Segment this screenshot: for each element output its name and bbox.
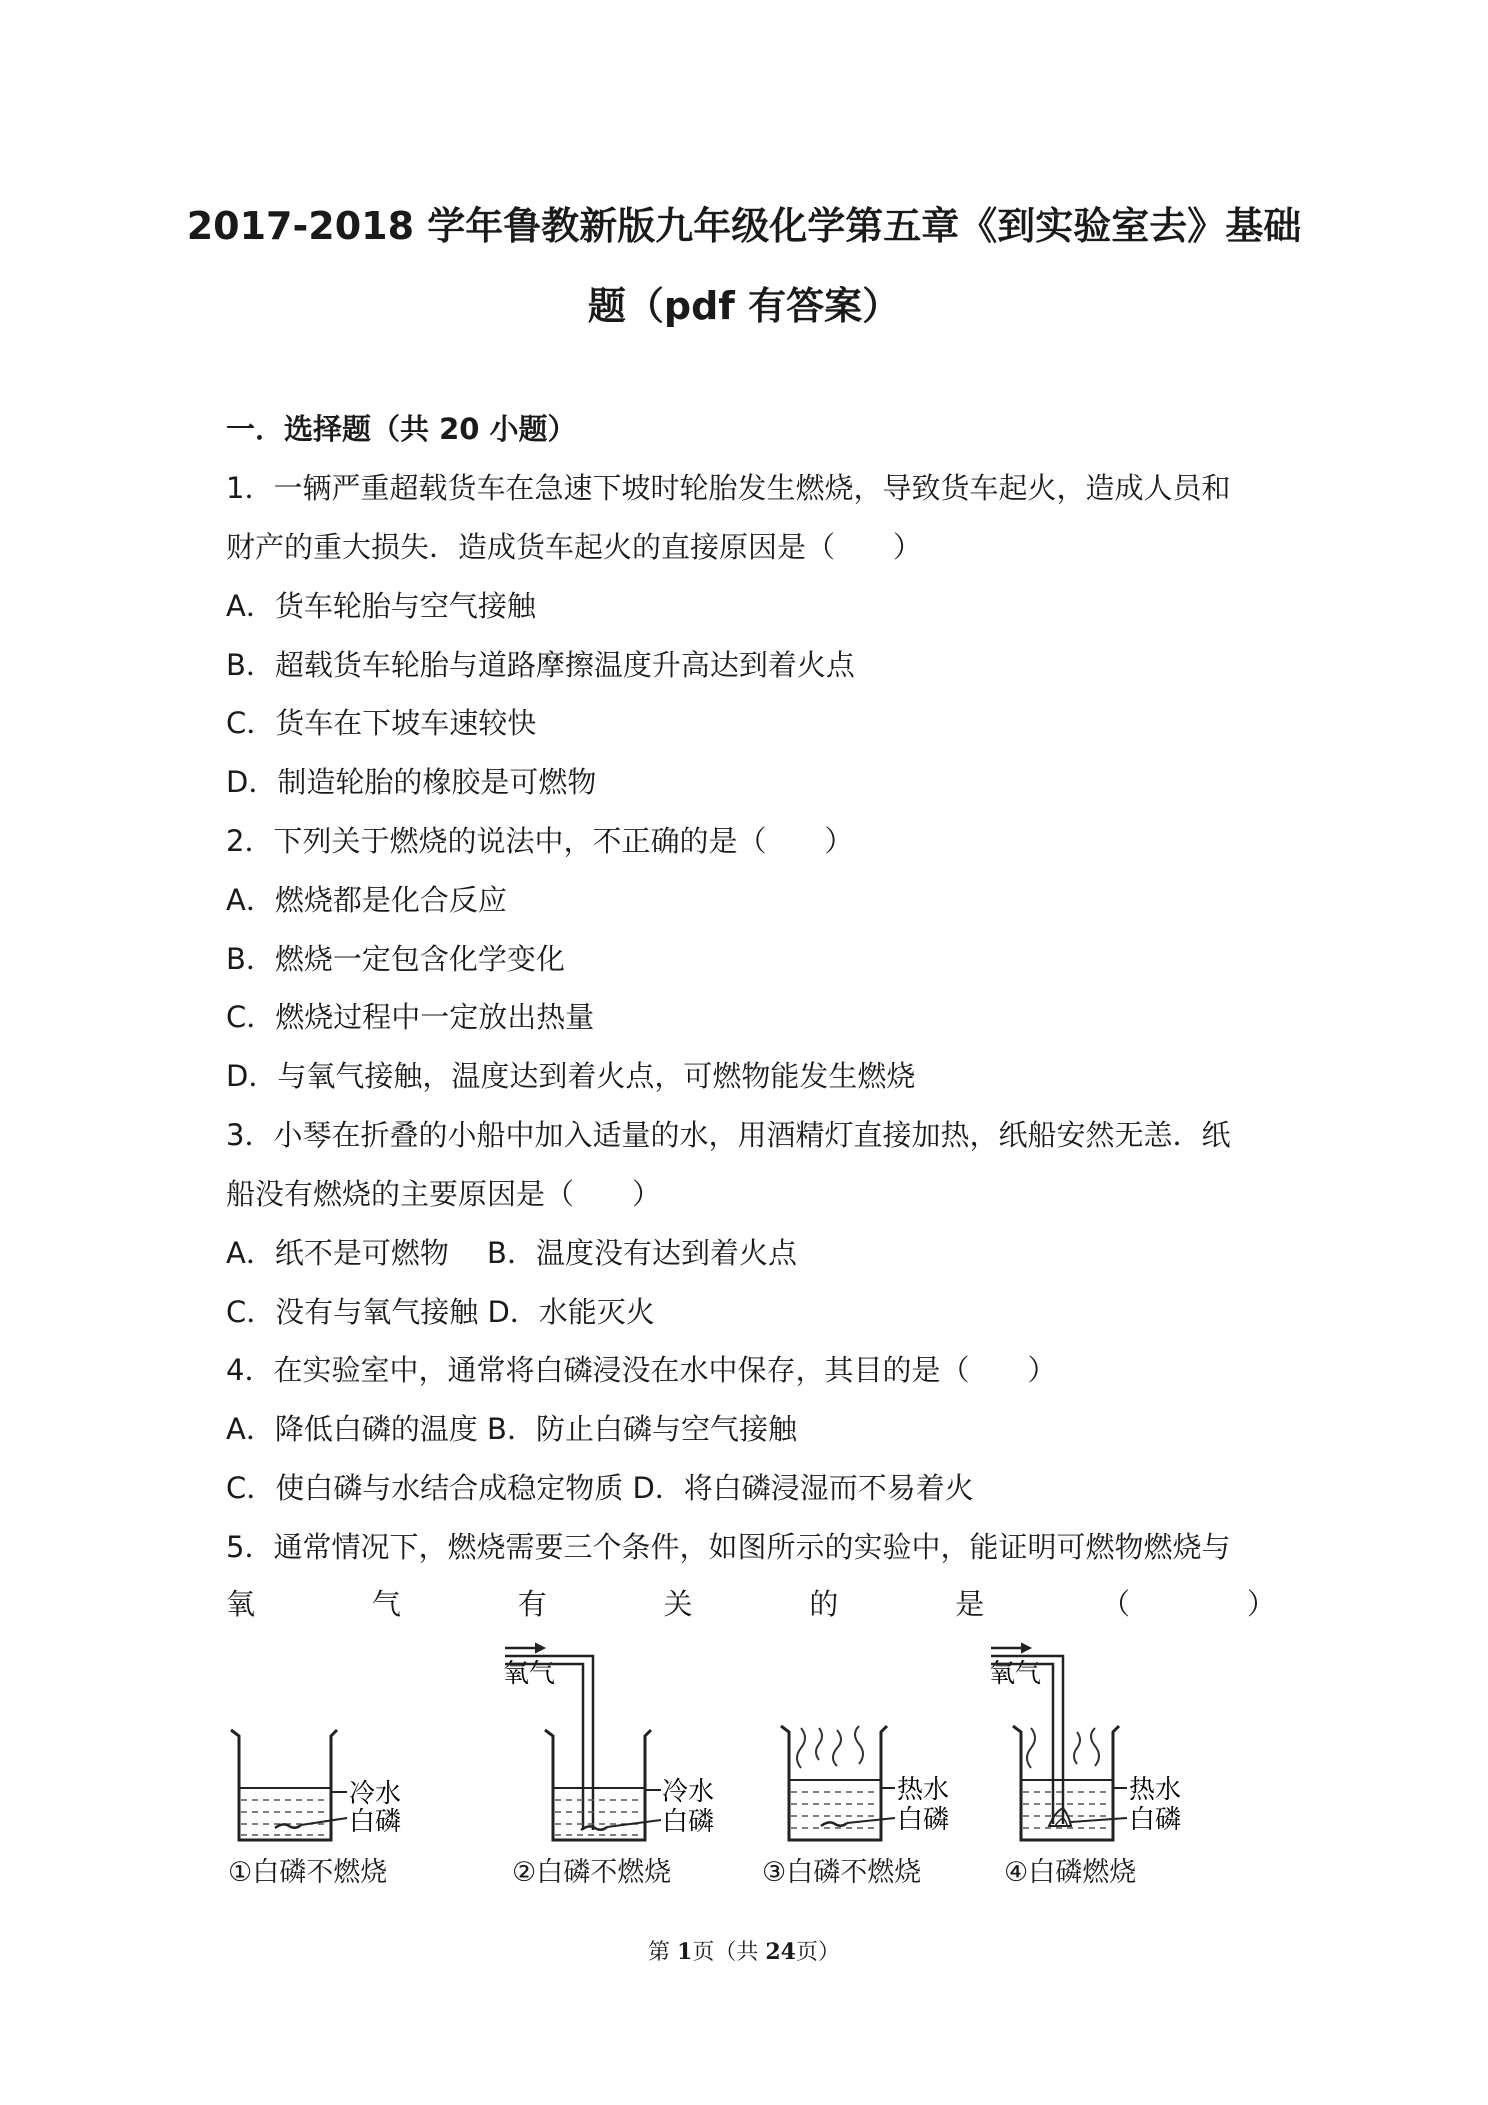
beaker-diagram-4 — [985, 1640, 1215, 1850]
experiment-caption-4: ④白磷燃烧 — [1004, 1857, 1137, 1888]
question-1-option-c: C．货车在下坡车速较快 — [226, 706, 537, 740]
question-1-option-a: A．货车轮胎与空气接触 — [226, 589, 536, 623]
question-4-options-cd: C．使白磷与水结合成稳定物质 D．将白磷浸湿而不易着火 — [226, 1471, 974, 1505]
footer-total-pages: 24 — [765, 1939, 796, 1965]
footer-suffix: 页） — [795, 1940, 840, 1965]
beaker-diagram-3 — [775, 1640, 975, 1850]
hot-water-label: 热水 — [1129, 1775, 1182, 1805]
question-3-options-cd: C．没有与氧气接触 D．水能灭火 — [226, 1295, 655, 1329]
question-1-option-b: B．超载货车轮胎与道路摩擦温度升高达到着火点 — [226, 648, 855, 682]
question-1-line-2: 财产的重大损失．造成货车起火的直接原因是（ ） — [226, 530, 923, 564]
experiment-caption-3: ③白磷不燃烧 — [762, 1857, 922, 1888]
question-2-stem: 2．下列关于燃烧的说法中，不正确的是（ ） — [226, 824, 854, 858]
question-2-option-c: C．燃烧过程中一定放出热量 — [226, 1000, 595, 1034]
spread-char: 的 — [809, 1587, 839, 1621]
experiment-figure-2 — [495, 1640, 725, 1854]
cold-water-label: 冷水 — [349, 1779, 402, 1809]
question-4-options-ab: A．降低白磷的温度 B．防止白磷与空气接触 — [226, 1412, 797, 1446]
question-2-option-b: B．燃烧一定包含化学变化 — [226, 942, 565, 976]
question-1-line-1: 1．一辆严重超载货车在急速下坡时轮胎发生燃烧，导致货车起火，造成人员和 — [226, 471, 1231, 505]
oxygen-label: 氧气 — [503, 1659, 556, 1689]
question-3-options-ab: A．纸不是可燃物 B．温度没有达到着火点 — [226, 1236, 797, 1270]
page-footer — [0, 1935, 1488, 1966]
footer-prefix: 第 — [648, 1940, 678, 1965]
question-2-option-d: D．与氧气接触，温度达到着火点，可燃物能发生燃烧 — [226, 1059, 916, 1093]
cold-water-label: 冷水 — [662, 1777, 715, 1807]
question-3-line-2: 船没有燃烧的主要原因是（ ） — [226, 1177, 662, 1211]
question-2-option-a: A．燃烧都是化合反应 — [226, 883, 507, 917]
document-title-line-1: 2017-2018 学年鲁教新版九年级化学第五章《到实验室去》基础 — [186, 204, 1302, 248]
spread-char: 关 — [663, 1587, 693, 1621]
white-phosphorus-label: 白磷 — [897, 1805, 950, 1835]
spread-char: 是 — [955, 1587, 985, 1621]
beaker-diagram-1 — [225, 1640, 425, 1850]
white-phosphorus-label: 白磷 — [1129, 1805, 1182, 1835]
experiment-caption-1: ①白磷不燃烧 — [228, 1857, 388, 1888]
spread-char: 气 — [371, 1587, 401, 1621]
white-phosphorus-label: 白磷 — [662, 1807, 715, 1837]
spread-char: （ — [1101, 1587, 1131, 1621]
section-heading: 一．选择题（共 20 小题） — [226, 412, 577, 446]
footer-page-number: 1 — [677, 1939, 693, 1965]
question-1-option-d: D．制造轮胎的橡胶是可燃物 — [226, 765, 597, 799]
question-5-line-1: 5．通常情况下，燃烧需要三个条件，如图所示的实验中，能证明可燃物燃烧与 — [226, 1530, 1231, 1564]
hot-water-label: 热水 — [897, 1775, 950, 1805]
spread-char: 有 — [517, 1587, 547, 1621]
question-3-line-1: 3．小琴在折叠的小船中加入适量的水，用酒精灯直接加热，纸船安然无恙．纸 — [226, 1118, 1231, 1152]
experiment-figure-3 — [775, 1640, 975, 1854]
footer-middle: 页（共 — [692, 1940, 766, 1965]
beaker-diagram-2 — [495, 1640, 725, 1850]
experiment-figure-4 — [985, 1640, 1215, 1854]
white-phosphorus-label: 白磷 — [349, 1807, 402, 1837]
document-title-line-2: 题（pdf 有答案） — [587, 284, 901, 328]
question-5-line-2 — [226, 1582, 1276, 1623]
experiment-figure-1 — [225, 1640, 425, 1854]
spread-char: 氧 — [226, 1587, 256, 1621]
question-4-stem: 4．在实验室中，通常将白磷浸没在水中保存，其目的是（ ） — [226, 1353, 1057, 1387]
spread-char: ） — [1246, 1587, 1276, 1621]
oxygen-label: 氧气 — [989, 1659, 1042, 1689]
experiment-caption-2: ②白磷不燃烧 — [512, 1857, 672, 1888]
